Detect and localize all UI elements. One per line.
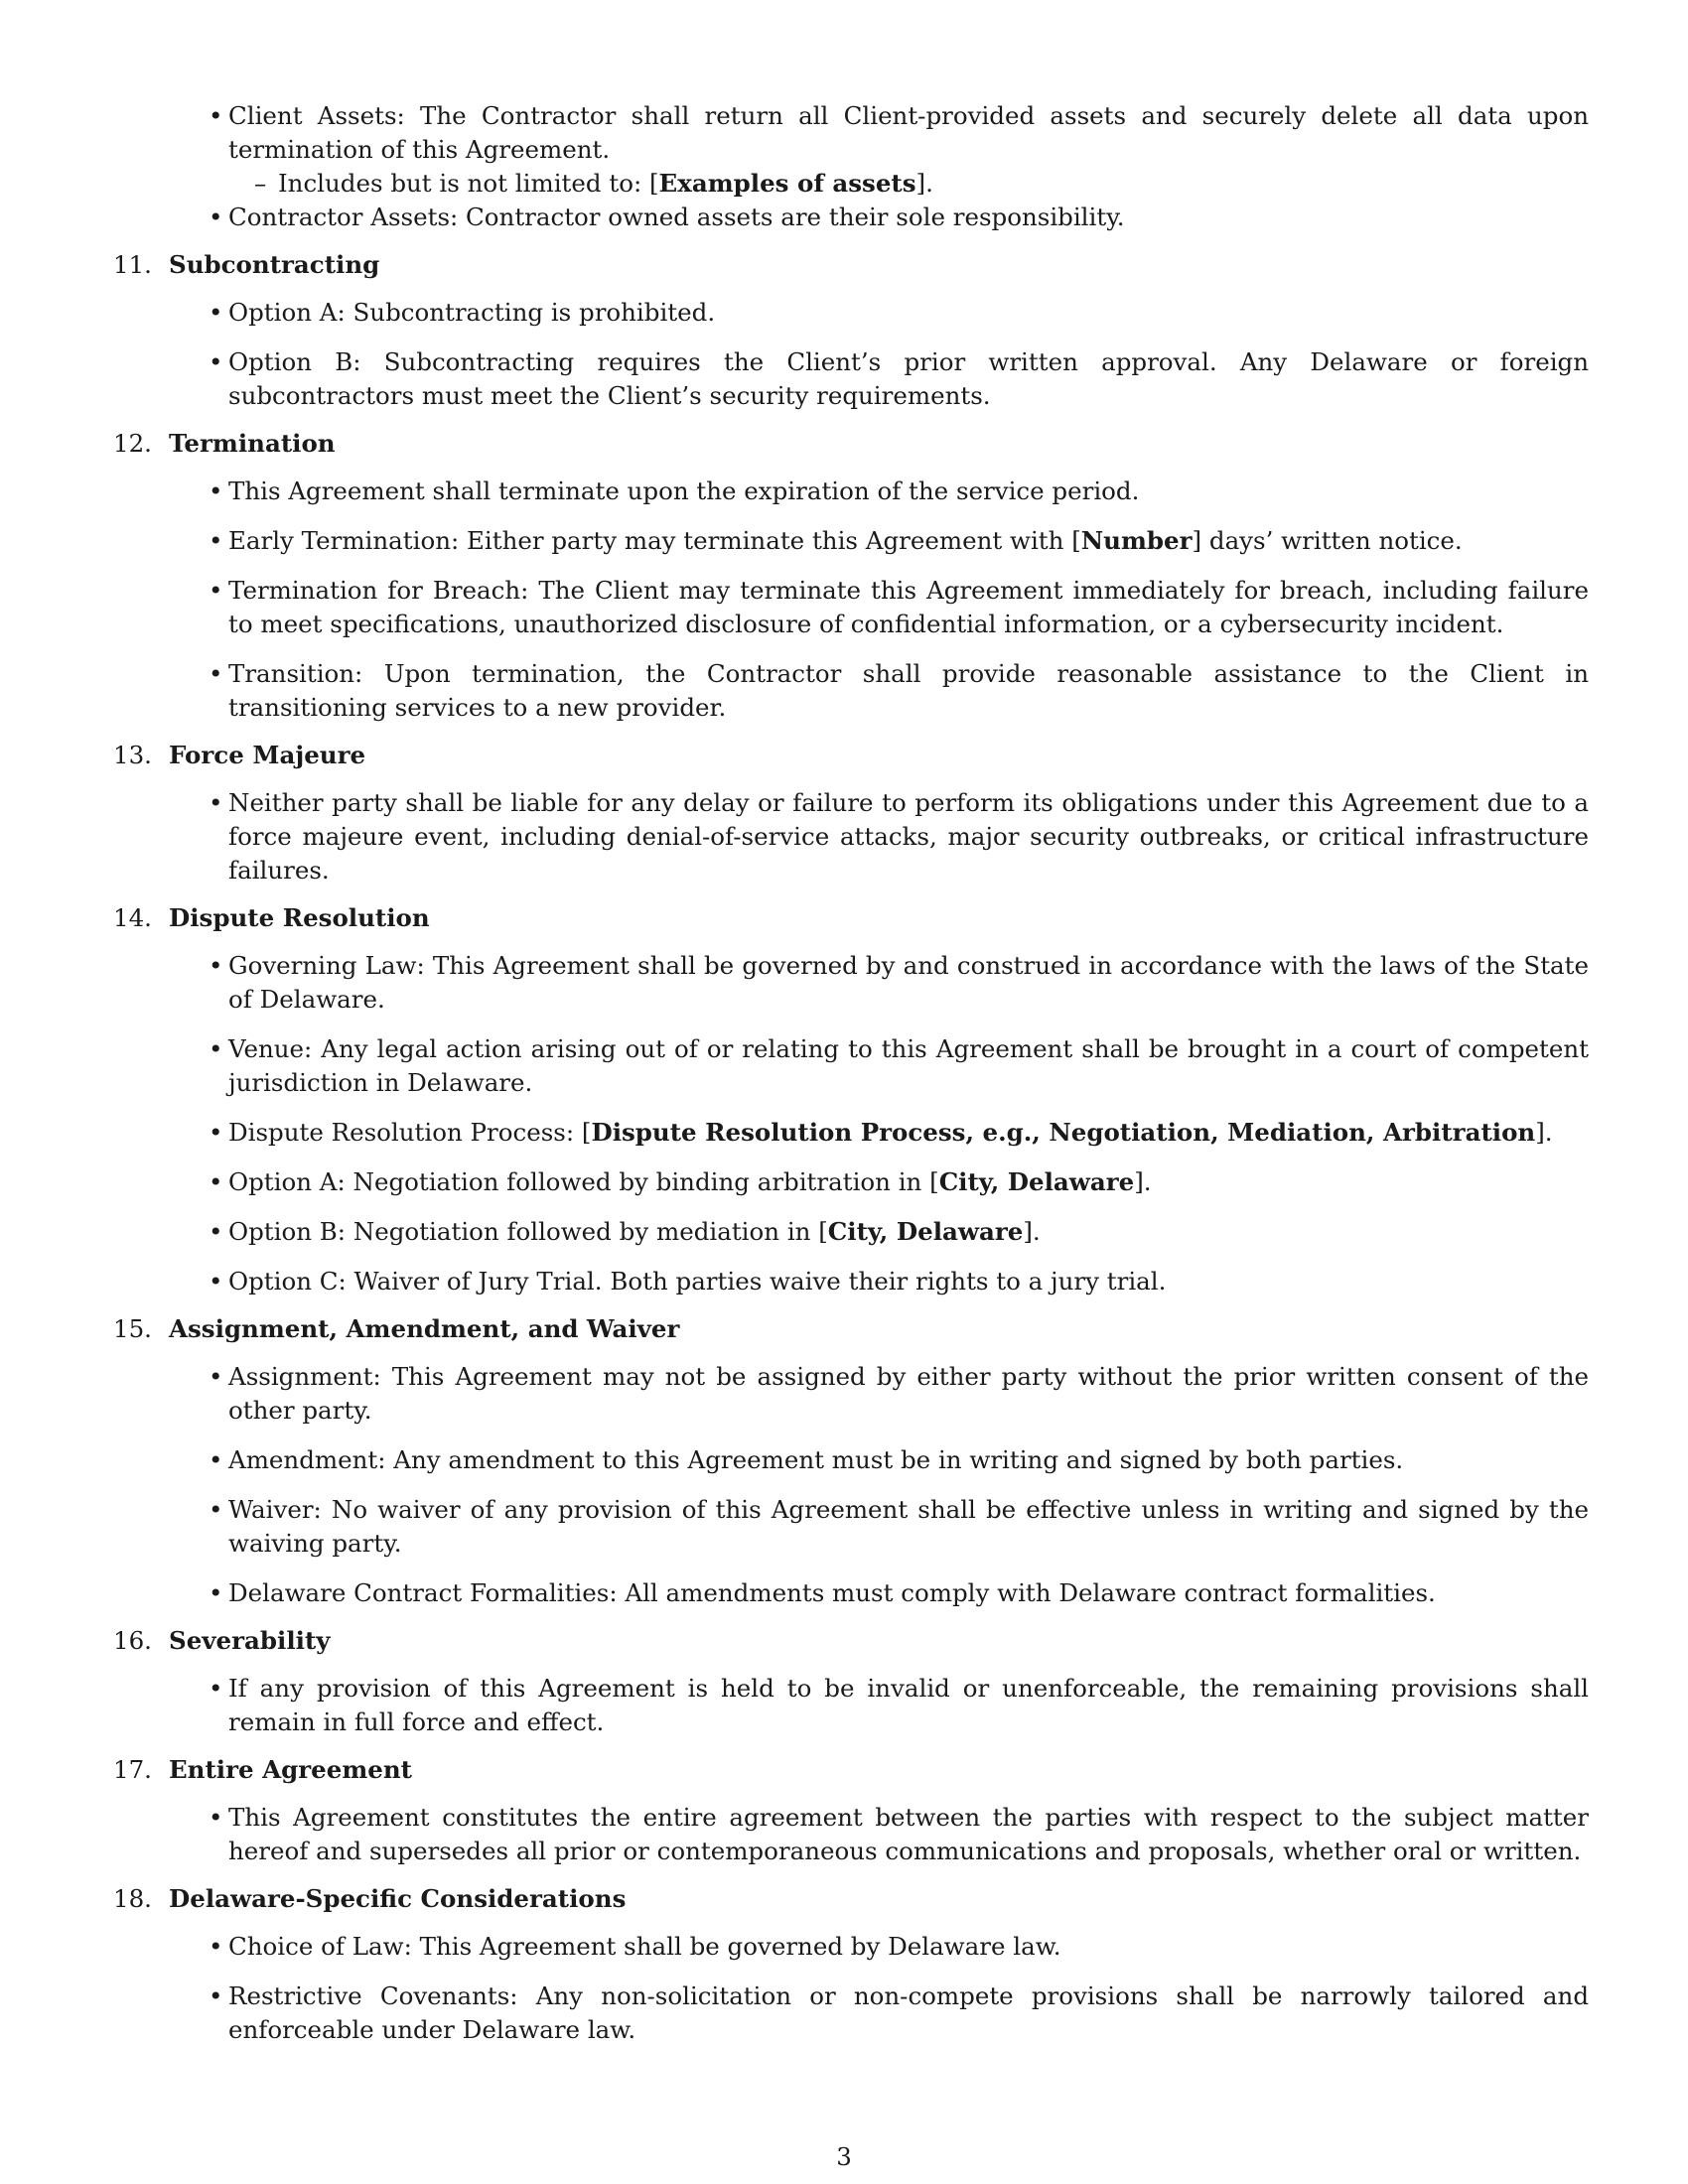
section-heading <box>113 1753 1589 1787</box>
item-text: Termination for Breach: The Client may terminate this Agreement immediately for breach, including failure to meet specifications, unauthorized disclosure of confidential information, or a cybersecurity incident. <box>228 576 1589 638</box>
bullet-item <box>228 949 1589 1017</box>
bullet-item <box>228 524 1589 558</box>
item-text-post: ]. <box>1535 1118 1553 1147</box>
section-number: 16. <box>113 1626 152 1655</box>
section <box>113 901 1589 1298</box>
bullet-item <box>228 786 1589 887</box>
item-text: This Agreement constitutes the entire agreement between the parties with respect to the subject matter hereof and supersedes all prior or contemporaneous communications and proposals, whether oral or written. <box>228 1803 1589 1865</box>
section <box>113 1312 1589 1610</box>
section-title: Assignment, Amendment, and Waiver <box>169 1314 680 1343</box>
item-text: Assignment: This Agreement may not be assigned by either party without the prior written consent of the other party. <box>228 1362 1589 1425</box>
item-text-pre: Early Termination: Either party may terminate this Agreement with [ <box>228 526 1081 555</box>
sections <box>113 248 1589 2047</box>
bullet-item <box>228 1265 1589 1298</box>
section-heading <box>113 1624 1589 1658</box>
item-text: Venue: Any legal action arising out of or relating to this Agreement shall be brought in a court of competent jurisdiction in Delaware. <box>228 1034 1589 1097</box>
section-heading <box>113 248 1589 282</box>
bullet-list <box>228 1801 1589 1868</box>
bullet-item <box>228 1165 1589 1199</box>
section-title: Delaware-Specific Considerations <box>169 1884 627 1913</box>
item-text-pre: Option B: Negotiation followed by mediation in [ <box>228 1217 828 1246</box>
bullet-item <box>228 574 1589 641</box>
section-heading <box>113 1882 1589 1916</box>
section-title: Severability <box>169 1626 331 1655</box>
item-text: Option C: Waiver of Jury Trial. Both parties waive their rights to a jury trial. <box>228 1267 1167 1296</box>
placeholder-field: Number <box>1080 526 1193 555</box>
item-text: Waiver: No waiver of any provision of this Agreement shall be effective unless in writing and signed by the waiving party. <box>228 1495 1589 1558</box>
bullet-item <box>228 1979 1589 2047</box>
bullet-item <box>228 657 1589 725</box>
section-number: 17. <box>113 1755 152 1784</box>
bullet-item <box>228 1215 1589 1249</box>
section-heading <box>113 1312 1589 1346</box>
section-title: Subcontracting <box>169 250 380 279</box>
section <box>113 739 1589 887</box>
section <box>113 427 1589 725</box>
bullet-item <box>228 475 1589 508</box>
item-text: Restrictive Covenants: Any non-solicitation or non-compete provisions shall be narrowly tailored and enforceable under Delaware law. <box>228 1981 1589 2044</box>
bullet-item <box>228 1801 1589 1868</box>
item-text-post: ]. <box>915 169 933 198</box>
section-number: 13. <box>113 741 152 769</box>
section-heading <box>113 427 1589 461</box>
item-text: Contractor Assets: Contractor owned assets are their sole responsibility. <box>228 203 1125 231</box>
bullet-item <box>228 201 1589 234</box>
bullet-list <box>228 1672 1589 1739</box>
item-text-pre: Option A: Negotiation followed by binding arbitration in [ <box>228 1167 939 1196</box>
section-heading <box>113 901 1589 935</box>
bullet-list <box>228 949 1589 1298</box>
item-text-post: ]. <box>1134 1167 1152 1196</box>
section-number: 12. <box>113 429 152 458</box>
bullet-item <box>228 1032 1589 1100</box>
bullet-list <box>228 1930 1589 2047</box>
item-text: Amendment: Any amendment to this Agreement must be in writing and signed by both parties. <box>228 1445 1404 1474</box>
section-number: 18. <box>113 1884 152 1913</box>
section-title: Dispute Resolution <box>169 903 430 932</box>
section <box>113 1624 1589 1739</box>
item-text: If any provision of this Agreement is held to be invalid or unenforceable, the remaining provisions shall remain in full force and effect. <box>228 1674 1589 1736</box>
bullet-item <box>228 1493 1589 1561</box>
sub-bullet-item <box>278 167 1589 201</box>
bullet-item <box>228 1443 1589 1477</box>
sub-list <box>278 167 1589 201</box>
item-text: Transition: Upon termination, the Contractor shall provide reasonable assistance to the Client in transitioning services to a new provider. <box>228 659 1589 722</box>
section-title: Force Majeure <box>169 741 366 769</box>
item-text: Choice of Law: This Agreement shall be governed by Delaware law. <box>228 1932 1061 1961</box>
placeholder-field: City, Delaware <box>938 1167 1135 1196</box>
section-number: 11. <box>113 250 152 279</box>
placeholder-field: Examples of assets <box>658 169 916 198</box>
bullet-item <box>228 1576 1589 1610</box>
item-text: Client Assets: The Contractor shall return all Client-provided assets and securely delete all data upon termination of this Agreement. <box>228 101 1589 164</box>
item-text-post: ]. <box>1023 1217 1041 1246</box>
page-number: 3 <box>836 2142 852 2171</box>
bullet-list <box>228 1360 1589 1610</box>
bullet-item <box>228 1116 1589 1150</box>
bullet-list <box>228 296 1589 413</box>
bullet-item <box>228 1360 1589 1428</box>
section-number: 15. <box>113 1314 152 1343</box>
bullet-item <box>228 1930 1589 1964</box>
item-text-post: ] days’ written notice. <box>1192 526 1463 555</box>
section-title: Entire Agreement <box>169 1755 412 1784</box>
document-body <box>113 99 1589 2061</box>
item-text: Governing Law: This Agreement shall be governed by and construed in accordance with the laws of the State of Delaware. <box>228 951 1589 1014</box>
section <box>113 1882 1589 2047</box>
item-text: Option A: Subcontracting is prohibited. <box>228 298 716 327</box>
bullet-item <box>228 296 1589 330</box>
bullet-list <box>228 475 1589 725</box>
bullet-item <box>228 1672 1589 1739</box>
placeholder-field: City, Delaware <box>827 1217 1024 1246</box>
item-text: Delaware Contract Formalities: All amendments must comply with Delaware contract formalities. <box>228 1578 1436 1607</box>
section-heading <box>113 739 1589 772</box>
item-text-pre: Dispute Resolution Process: [ <box>228 1118 592 1147</box>
item-text: Neither party shall be liable for any delay or failure to perform its obligations under this Agreement due to a force majeure event, including denial-of-service attacks, major security outbreaks, or critical infrastructure failures. <box>228 788 1589 885</box>
bullet-item <box>228 345 1589 413</box>
section <box>113 1753 1589 1868</box>
bullet-list <box>228 786 1589 887</box>
section <box>113 248 1589 413</box>
item-text-pre: Includes but is not limited to: [ <box>278 169 659 198</box>
section-number: 14. <box>113 903 152 932</box>
bullet-item <box>228 99 1589 201</box>
item-text: Option B: Subcontracting requires the Client’s prior written approval. Any Delaware or foreign subcontractors must meet the Client’s security requirements. <box>228 347 1589 410</box>
intro-list <box>228 99 1589 234</box>
item-text: This Agreement shall terminate upon the expiration of the service period. <box>228 477 1140 505</box>
section-title: Termination <box>169 429 336 458</box>
placeholder-field: Dispute Resolution Process, e.g., Negotiation, Mediation, Arbitration <box>591 1118 1536 1147</box>
